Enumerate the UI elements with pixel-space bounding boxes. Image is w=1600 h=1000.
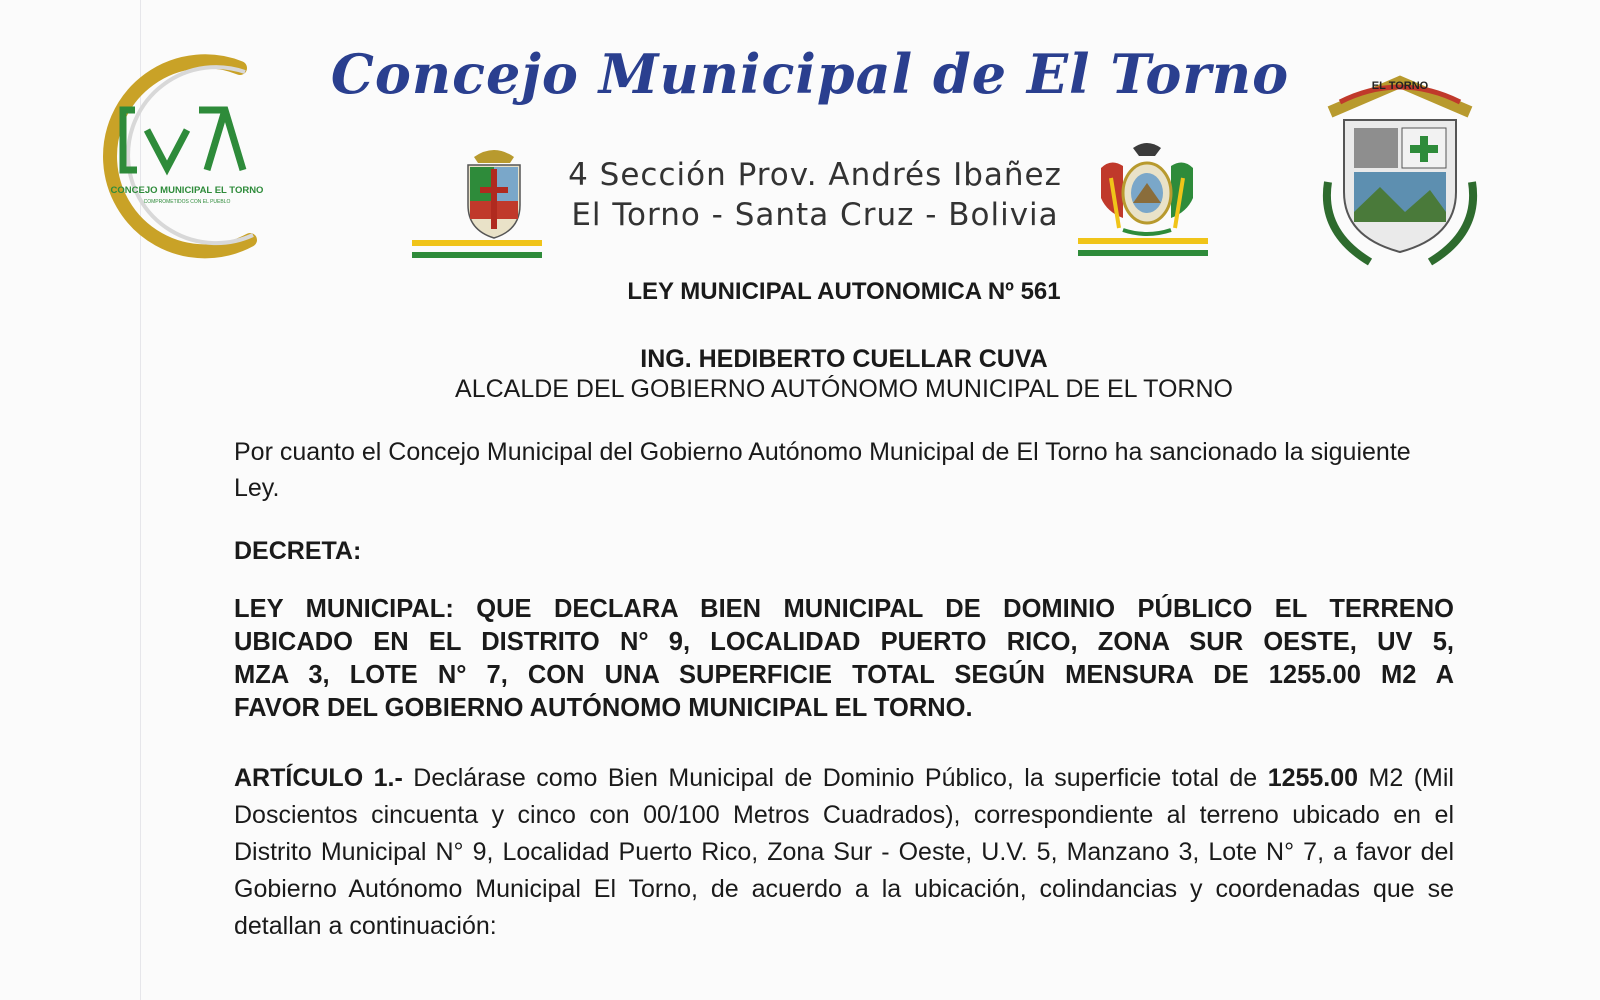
article-label: ARTÍCULO 1.- [234,764,403,792]
law-title-line: MZA 3, LOTE N° 7, CON UNA SUPERFICIE TOTAL SEGÚN MENSURA DE 1255.00 M2 A [234,661,1454,689]
article-text: Declárase como Bien Municipal de Dominio Público, la superficie total de [402,764,1268,792]
municipal-seal [1310,62,1490,272]
article-text-continued: M2 (Mil Doscientos cincuenta y cinco con 00/100 Metros Cuadrados), correspondiente al terreno ubicado en el Distrito Municipal N° 9, Localidad Puerto Rico, Zona Sur - Oeste, U.V. 5, Manzano 3, Lote N° 7, a favor del Gobierno Autónomo Municipal El Torno, de acuerdo a la ubicación, colindancias y coordenadas que se detallan a continuación: [234,764,1454,940]
el-torno-crest [460,145,528,240]
intro-paragraph: Por cuanto el Concejo Municipal del Gobierno Autónomo Municipal de El Torno ha sancionado la siguiente Ley. [234,438,1411,502]
seal-text: EL TORNO [1371,80,1429,92]
logo-motto: COMPROMETIDOS CON EL PUEBLO [143,199,231,205]
flag-stripes-right [1078,238,1208,268]
subtitle-province: 4 Sección Prov. Andrés Ibañez [568,157,1062,193]
mayor-title: ALCALDE DEL GOBIERNO AUTÓNOMO MUNICIPAL DE EL TORNO [455,375,1233,403]
subtitle [545,155,1085,235]
logo-text: CONCEJO MUNICIPAL EL TORNO [110,185,264,196]
law-title-line: UBICADO EN EL DISTRITO N° 9, LOCALIDAD PUERTO RICO, ZONA SUR OESTE, UV 5, [234,628,1454,656]
law-title-line: LEY MUNICIPAL: QUE DECLARA BIEN MUNICIPAL DE DOMINIO PÚBLICO EL TERRENO [234,595,1454,623]
council-title: Concejo Municipal de El Torno [330,42,1290,106]
article-1 [234,760,1454,945]
council-logo [75,50,275,260]
article-area: 1255.00 [1267,764,1359,792]
subtitle-location: El Torno - Santa Cruz - Bolivia [571,197,1059,233]
law-number: LEY MUNICIPAL AUTONOMICA Nº 561 [627,278,1061,305]
mayor-name: ING. HEDIBERTO CUELLAR CUVA [640,345,1048,373]
law-title-line: FAVOR DEL GOBIERNO AUTÓNOMO MUNICIPAL EL TORNO. [234,694,973,722]
bolivia-coat-of-arms [1093,138,1201,243]
decreta-heading: DECRETA: [234,537,362,565]
flag-stripes-left [412,240,542,270]
law-title [234,593,1454,725]
